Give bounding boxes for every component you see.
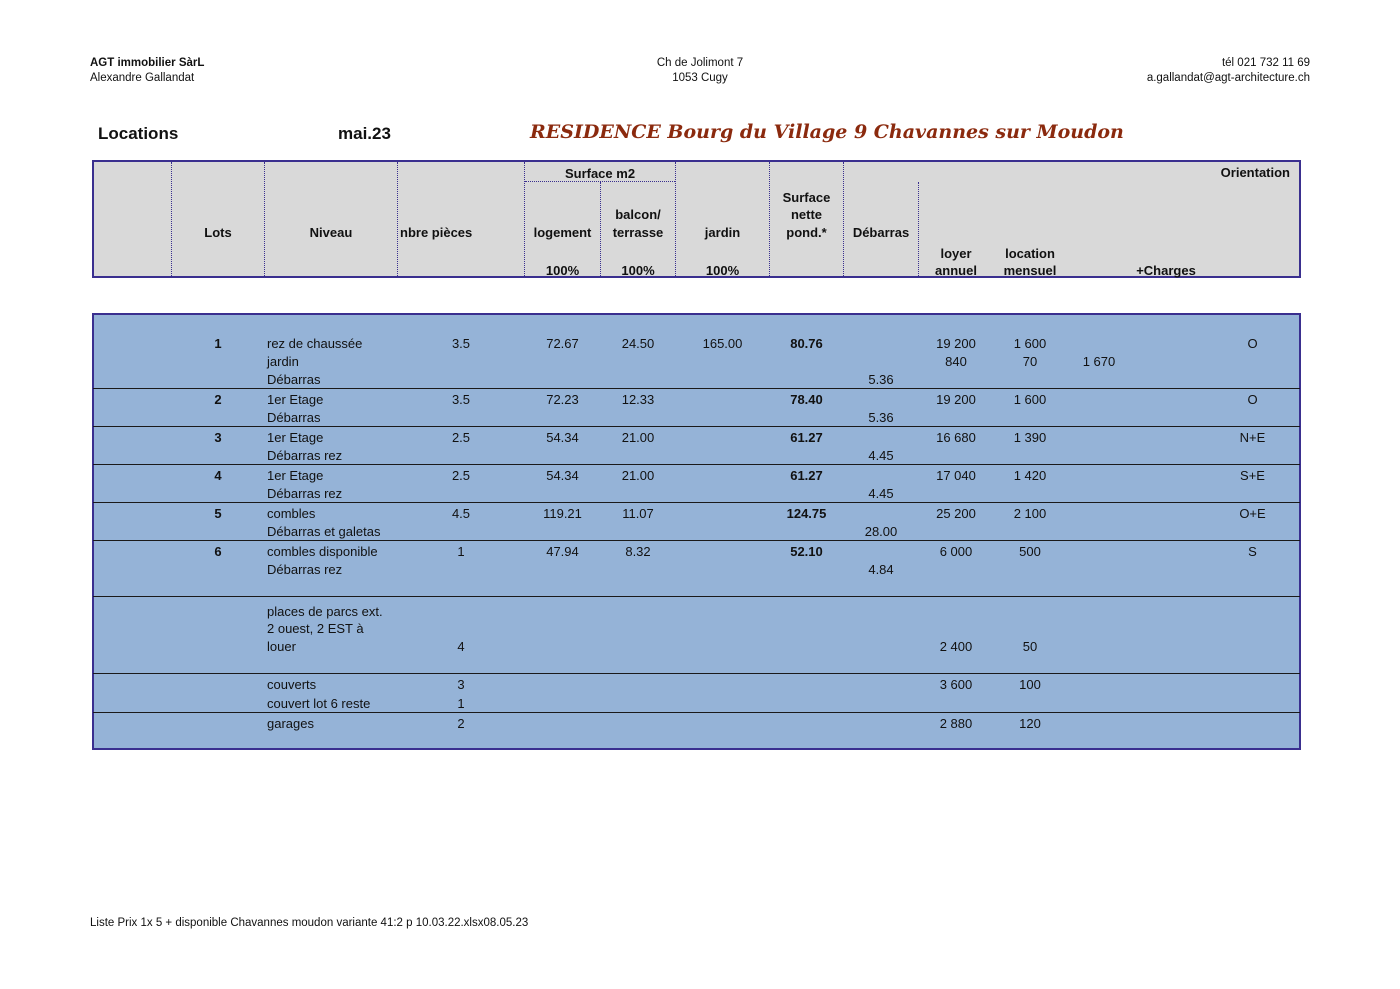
row-divider [93,673,1300,674]
lot-surface: 61.27 [790,468,823,483]
row-divider [93,502,1300,503]
couvert-reste-label: couvert lot 6 reste [267,696,371,711]
lot-pieces: 3.5 [451,392,471,407]
lot-pieces: 3.5 [451,336,471,351]
garages-loyer: 2 880 [939,716,973,731]
sub-label: Débarras rez [267,448,343,463]
lot-number: 6 [214,544,222,559]
lot-niveau: rez de chaussée [267,336,363,351]
lot-logement: 72.23 [546,392,579,407]
sub-debarras: 5.36 [868,372,894,387]
address-city: 1053 Cugy [672,72,728,84]
parking-count: 4 [457,639,465,654]
lot-mensuel: 1 600 [1013,392,1047,407]
col-divider [397,162,398,276]
lot-loyer: 17 040 [936,468,976,483]
row-divider [93,388,1300,389]
phone-number: tél 021 732 11 69 [1221,57,1310,69]
lot-number: 3 [214,430,222,445]
col-divider [843,162,844,276]
lot-logement: 54.34 [546,468,579,483]
lot-surface: 61.27 [790,430,823,445]
lot-orientation: O [1247,392,1258,407]
sub-label: Débarras rez [267,486,343,501]
parking-loyer: 2 400 [939,639,973,654]
lot-balcon: 11.07 [622,506,654,521]
couverts-label: couverts [267,677,317,692]
couverts-count: 3 [457,677,465,692]
lot-number: 2 [214,392,222,407]
lot-mensuel: 500 [1019,544,1041,559]
lot-pieces: 2.5 [451,468,471,483]
lot-orientation: N+E [1239,430,1266,445]
header-debarras: Débarras [852,225,910,240]
header-pct-jardin: 100% [705,263,740,278]
parking-mensuel: 50 [1022,639,1038,654]
sub-mensuel: 70 [1022,354,1038,369]
lot-niveau: 1er Etage [267,468,324,483]
header-orientation: Orientation [1220,165,1290,180]
lot-pieces: 2.5 [451,430,471,445]
header-niveau: Niveau [309,225,353,240]
lot-loyer: 25 200 [936,506,976,521]
couverts-mensuel: 100 [1019,677,1041,692]
sub-label: Débarras [267,410,321,425]
header-surface-nette-1: Surface [782,190,831,205]
lot-balcon: 21.00 [621,430,655,445]
company-name: AGT immobilier SàrL [90,57,205,69]
lot-niveau: 1er Etage [267,392,324,407]
lot-loyer: 16 680 [936,430,976,445]
lot-niveau: combles [267,506,316,521]
garages-mensuel: 120 [1019,716,1041,731]
lot-balcon: 8.32 [625,544,651,559]
sub-debarras: 28.00 [864,524,898,539]
header-surface-nette-2: nette [790,207,823,222]
parking-label-3: louer [267,639,296,654]
lot-orientation: S [1248,544,1257,559]
lot-number: 4 [214,468,222,483]
sub-debarras: 5.36 [868,410,894,425]
lot-surface: 124.75 [786,506,827,521]
lot-orientation: O [1247,336,1258,351]
lot-loyer: 19 200 [936,392,976,407]
header-terrasse: terrasse [612,225,664,240]
lot-mensuel: 1 390 [1013,430,1047,445]
header-charges: +Charges [1136,263,1196,278]
sub-charges: 1 670 [1082,354,1116,369]
header-location-2: mensuel [1003,263,1057,278]
lot-pieces: 1 [457,544,465,559]
row-divider [93,540,1300,541]
col-divider [675,162,676,276]
sub-label: Débarras rez [267,562,343,577]
couvert-reste-count: 1 [457,696,465,711]
sub-debarras: 4.84 [868,562,894,577]
lot-logement: 72.67 [546,336,579,351]
lot-surface: 80.76 [790,336,823,351]
header-location-1: location [1005,246,1055,261]
sub-label: Débarras et galetas [267,524,381,539]
header-logement: logement [533,225,592,240]
header-surface-group: Surface m2 [564,166,636,181]
lot-logement: 54.34 [546,430,579,445]
row-divider [93,464,1300,465]
lot-mensuel: 2 100 [1013,506,1047,521]
contact-person: Alexandre Gallandat [90,72,195,84]
lot-logement: 119.21 [543,506,582,521]
footer-filename: Liste Prix 1x 5 + disponible Chavannes moudon variante 41:2 p 10.03.22.xlsx08.05.23 [90,917,529,929]
lot-loyer: 19 200 [936,336,976,351]
row-divider [93,596,1300,597]
header-lots: Lots [204,225,232,240]
lot-number: 1 [214,336,222,351]
sub-debarras: 4.45 [868,448,894,463]
lot-niveau: combles disponible [267,544,378,559]
header-pieces: nbre pièces [400,225,473,240]
row-divider [93,712,1300,713]
lot-balcon: 24.50 [621,336,655,351]
sub-label: jardin [267,354,299,369]
row-divider [93,426,1300,427]
header-jardin: jardin [704,225,741,240]
lot-mensuel: 1 600 [1013,336,1047,351]
lot-orientation: O+E [1239,506,1266,521]
header-balcon: balcon/ [615,207,661,222]
header-loyer-1: loyer [940,246,972,261]
sub-label: Débarras [267,372,321,387]
parking-label-1: places de parcs ext. [267,604,383,619]
sub-loyer: 840 [945,354,967,369]
page-title: Locations [98,124,179,143]
header-surface-nette-3: pond.* [786,225,827,240]
lot-mensuel: 1 420 [1013,468,1047,483]
lot-logement: 47.94 [546,544,579,559]
lot-balcon: 12.33 [621,392,655,407]
lot-orientation: S+E [1240,468,1265,483]
lot-surface: 52.10 [790,544,823,559]
column-header-box [92,160,1301,278]
lot-balcon: 21.00 [621,468,655,483]
lot-loyer: 6 000 [939,544,973,559]
lot-niveau: 1er Etage [267,430,324,445]
lot-surface: 78.40 [790,392,823,407]
header-pct-balcon: 100% [621,263,655,278]
header-loyer-2: annuel [935,263,977,278]
col-divider [264,162,265,276]
residence-title: RESIDENCE Bourg du Village 9 Chavannes sur Moudon [530,121,1124,143]
email-address: a.gallandat@agt-architecture.ch [1146,72,1310,84]
lot-jardin: 165.00 [702,336,743,351]
couverts-loyer: 3 600 [939,677,973,692]
lot-pieces: 4.5 [451,506,471,521]
garages-count: 2 [457,716,465,731]
address-street: Ch de Jolimont 7 [656,57,744,69]
sub-debarras: 4.45 [868,486,894,501]
garages-label: garages [267,716,314,731]
lot-number: 5 [214,506,222,521]
parking-label-2: 2 ouest, 2 EST à [267,621,364,636]
page-date: mai.23 [338,124,391,143]
header-pct-logement: 100% [545,263,580,278]
col-divider [171,162,172,276]
